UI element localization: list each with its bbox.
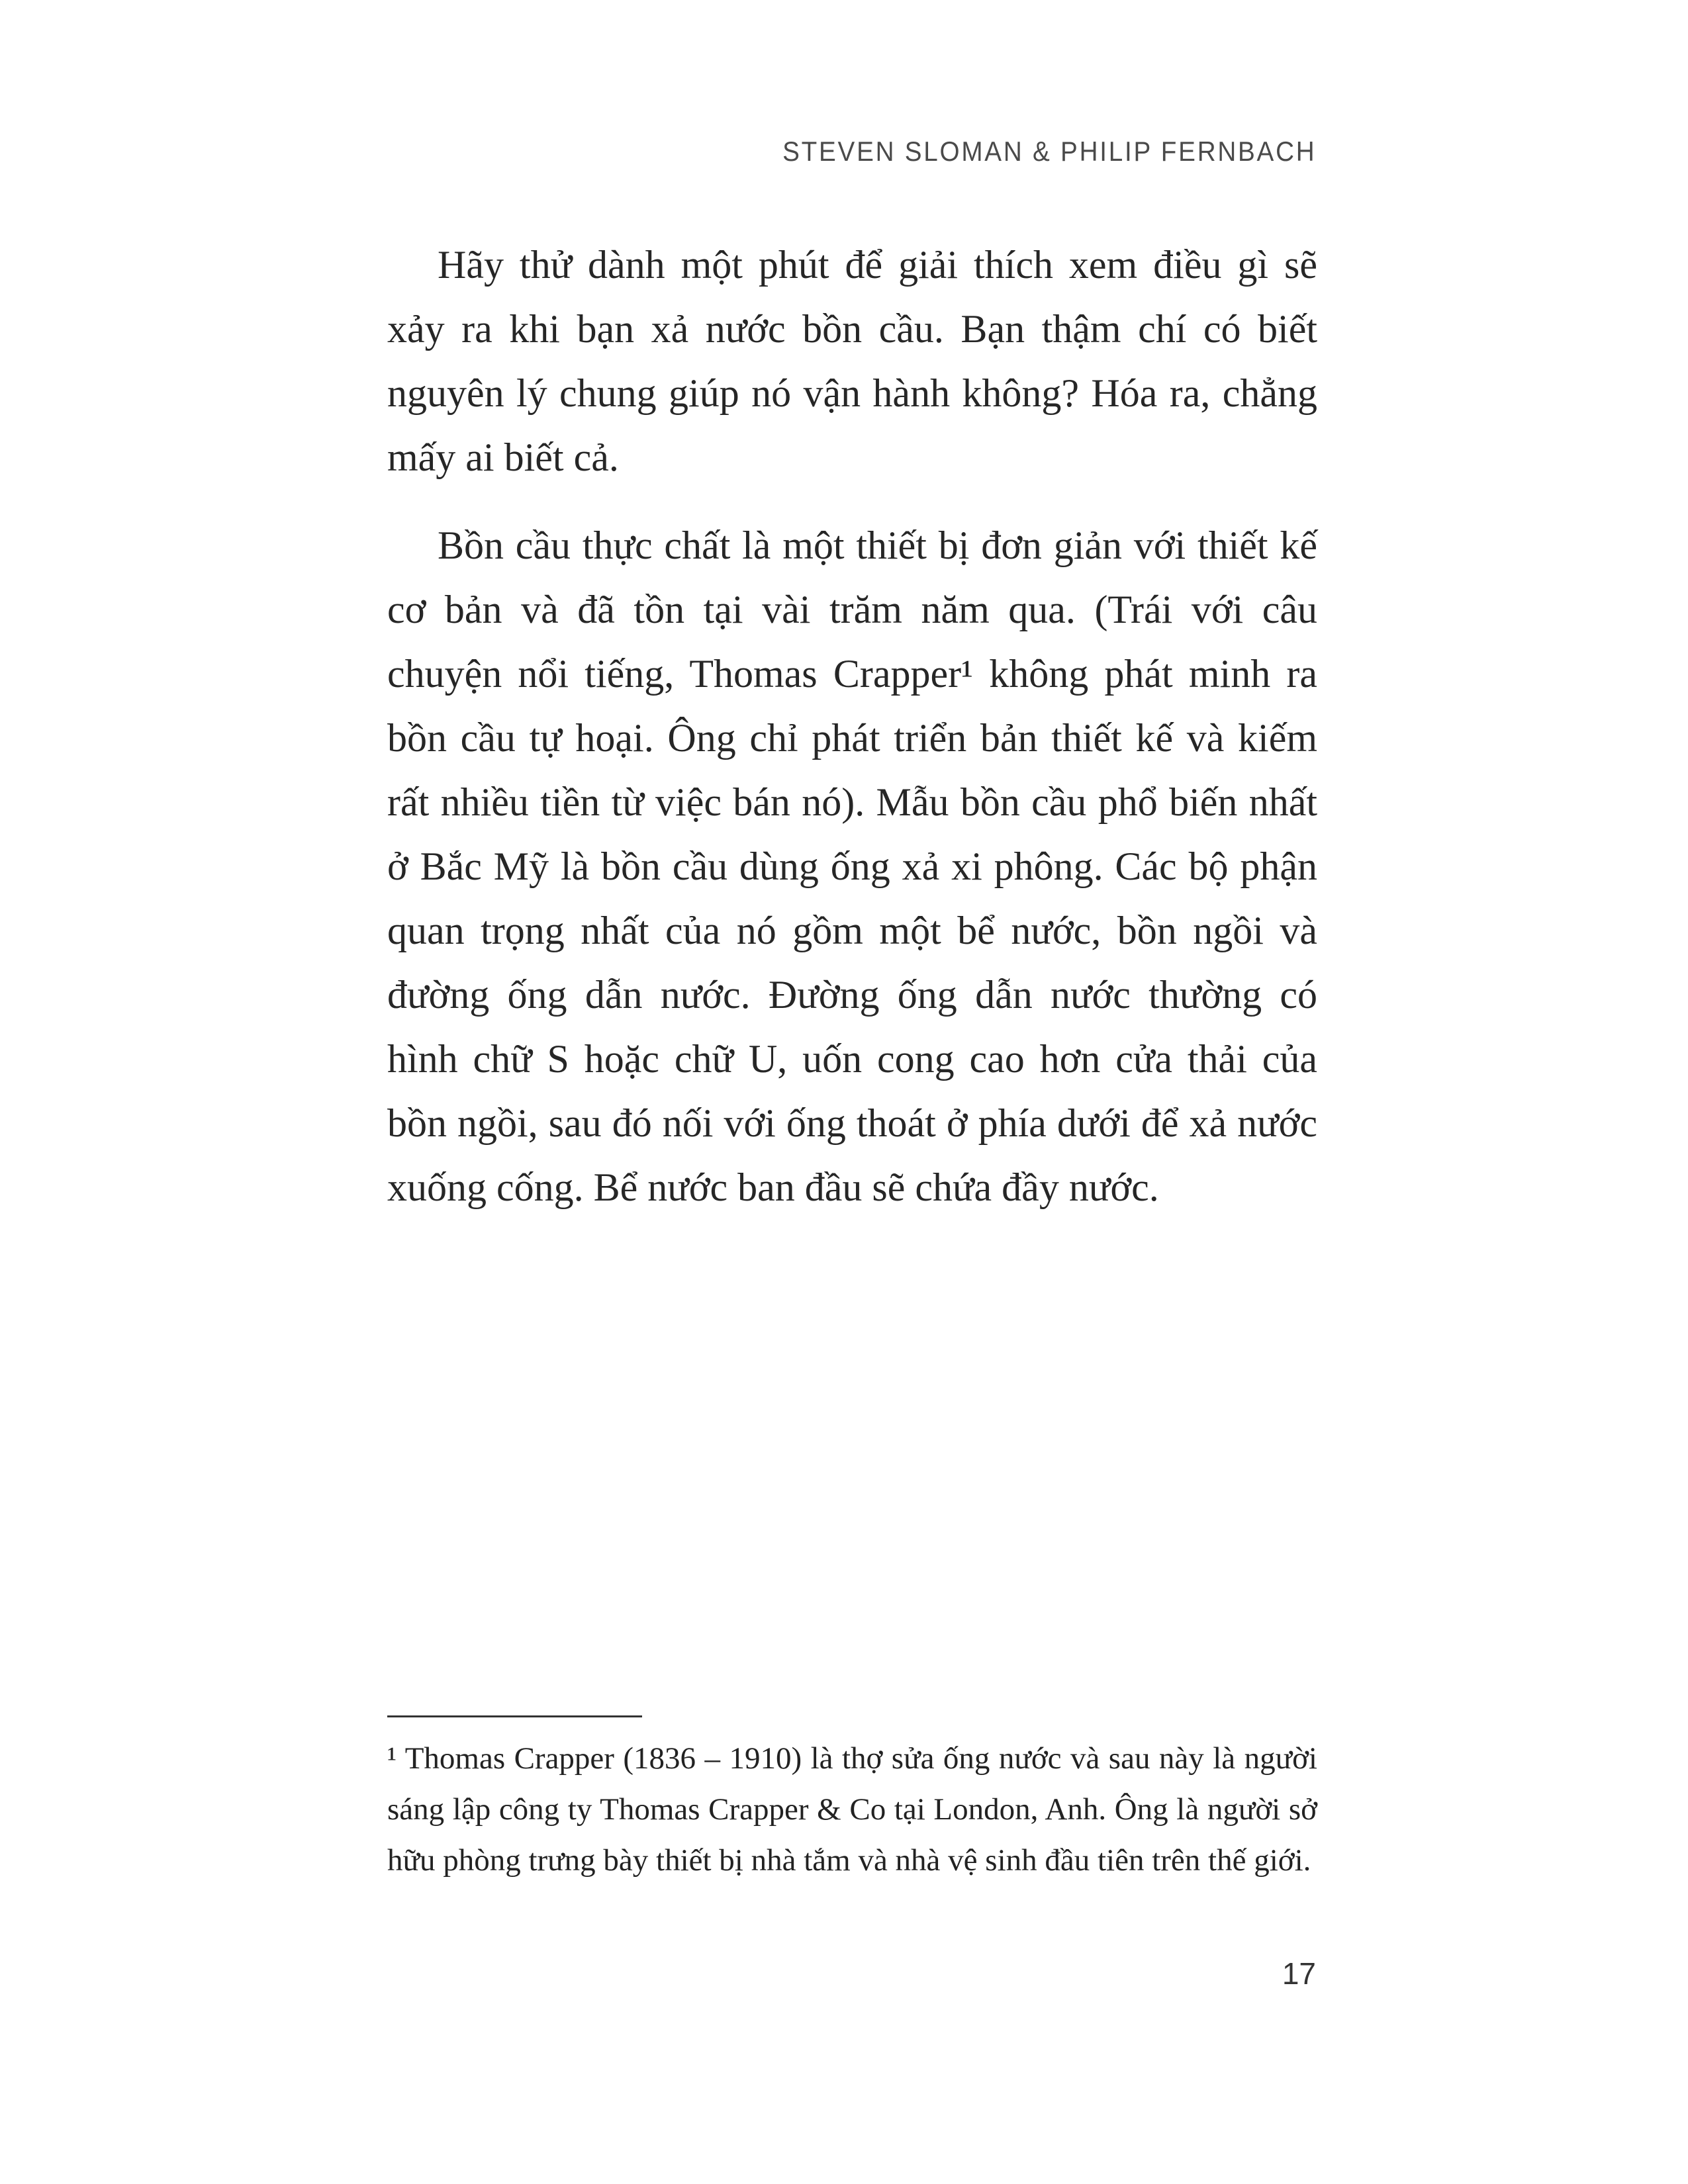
page-number: 17 xyxy=(1282,1956,1316,1991)
footnote-separator-rule xyxy=(387,1715,642,1717)
body-text-column xyxy=(387,233,1317,1244)
footnote-block xyxy=(387,1715,1317,1886)
body-paragraph: Hãy thử dành một phút để giải thích xem điều gì sẽ xảy ra khi bạn xả nước bồn cầu. Bạn thậm chí có biết nguyên lý chung giúp nó vận hành không? Hóa ra, chẳng mấy ai biết cả. xyxy=(387,243,1317,479)
body-paragraph: Bồn cầu thực chất là một thiết bị đơn giản với thiết kế cơ bản và đã tồn tại vài trăm năm qua. (Trái với câu chuyện nổi tiếng, Thomas Crapper¹ không phát minh ra bồn cầu tự hoại. Ông chỉ phát triển bản thiết kế và kiếm rất nhiều tiền từ việc bán nó). Mẫu bồn cầu phổ biến nhất ở Bắc Mỹ là bồn cầu dùng ống xả xi phông. Các bộ phận quan trọng nhất của nó gồm một bể nước, bồn ngồi và đường ống dẫn nước. Đường ống dẫn nước thường có hình chữ S hoặc chữ U, uốn cong cao hơn cửa thải của bồn ngồi, sau đó nối với ống thoát ở phía dưới để xả nước xuống cống. Bể nước ban đầu sẽ chứa đầy nước. xyxy=(387,523,1317,1209)
footnote-text: ¹ Thomas Crapper (1836 – 1910) là thợ sửa ống nước và sau này là người sáng lập công ty Thomas Crapper & Co tại London, Anh. Ông là người sở hữu phòng trưng bày thiết bị nhà tắm và nhà vệ sinh đầu tiên trên thế giới. xyxy=(387,1741,1317,1878)
running-header: STEVEN SLOMAN & PHILIP FERNBACH xyxy=(782,136,1316,167)
